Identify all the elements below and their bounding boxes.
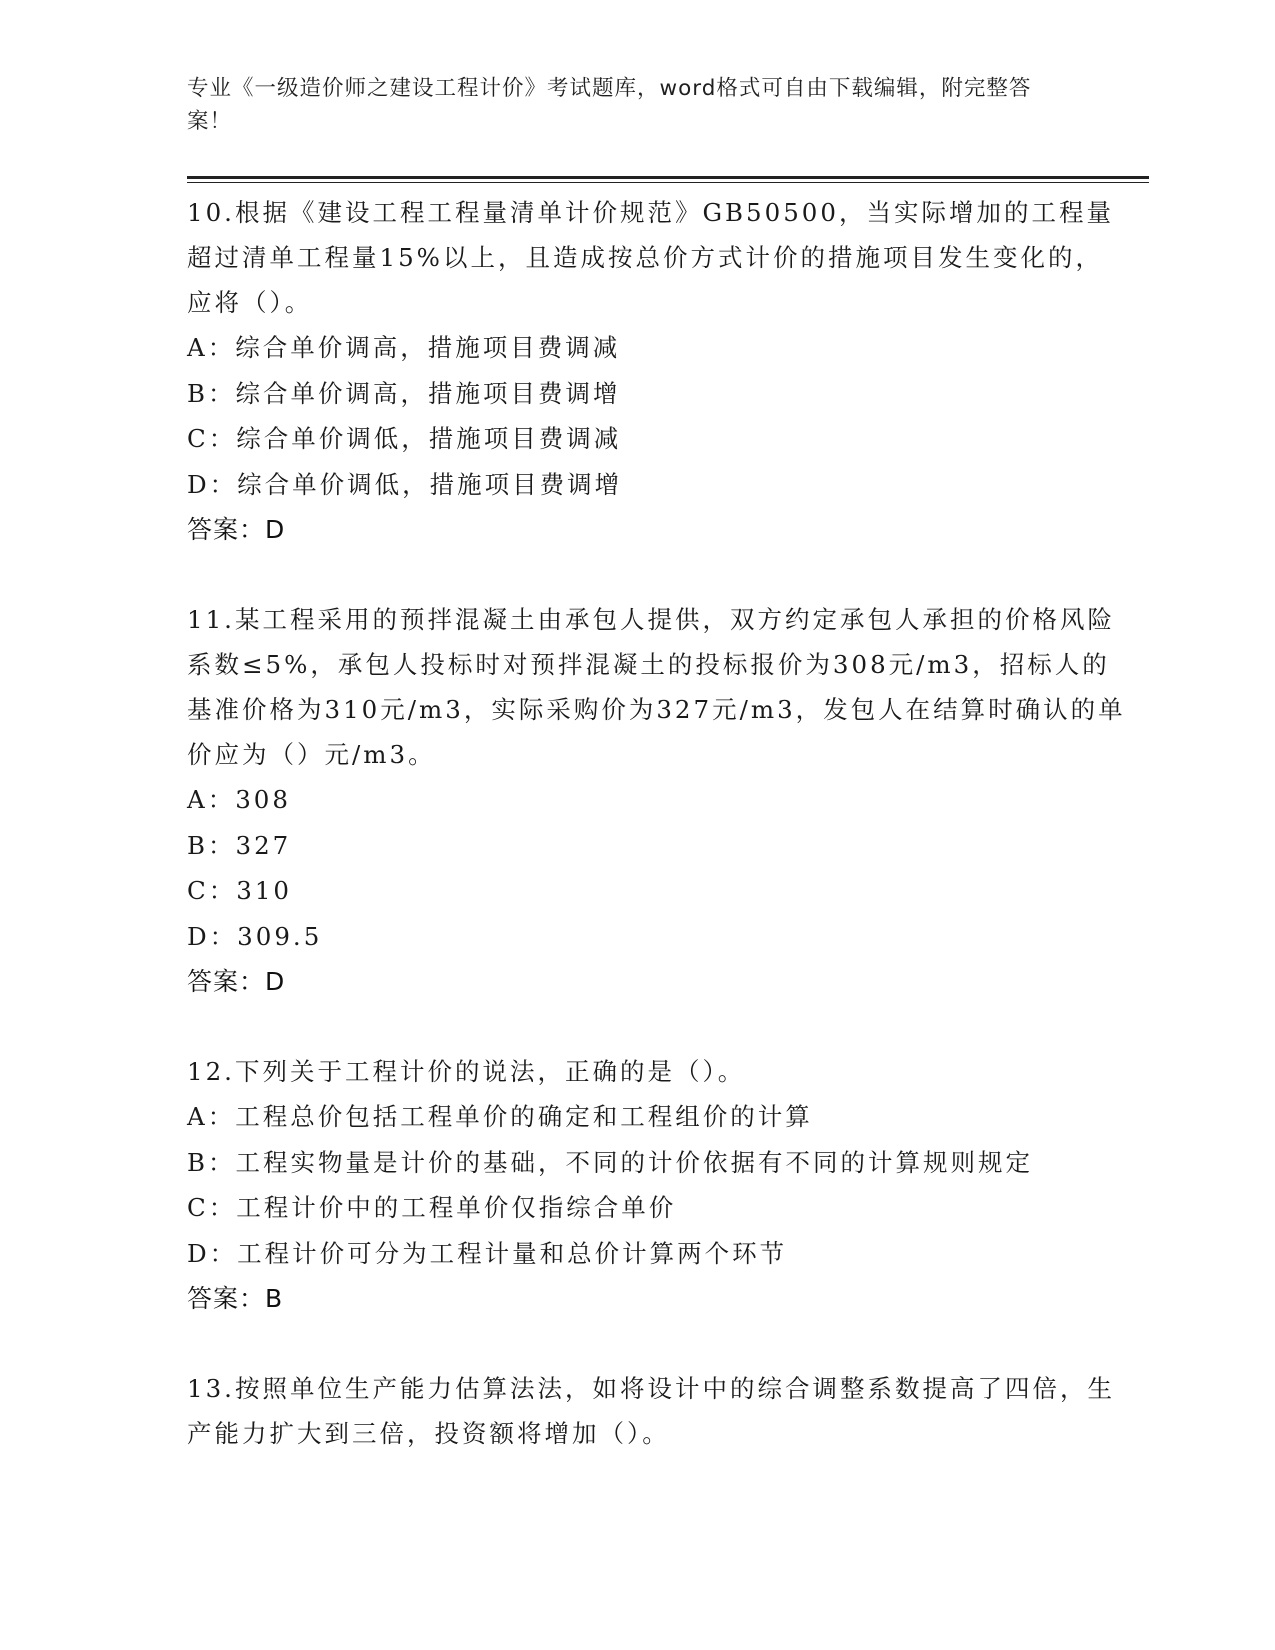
question-stem: 10.根据《建设工程工程量清单计价规范》GB50500，当实际增加的工程量超过清单工程量15%以上，且造成按总价方式计价的措施项目发生变化的，应将（）。	[187, 198, 1114, 317]
question-10	[187, 190, 1127, 552]
question-stem: 12.下列关于工程计价的说法，正确的是（）。	[187, 1057, 746, 1086]
question-13	[187, 1366, 1127, 1456]
question-11	[187, 597, 1127, 1004]
option-c: C：工程计价中的工程单价仅指综合单价	[187, 1193, 677, 1222]
option-b: B：综合单价调高，措施项目费调增	[187, 378, 621, 408]
document-header: 专业《一级造价师之建设工程计价》考试题库，word格式可自由下载编辑，附完整答案！	[187, 76, 1032, 134]
option-d: D：工程计价可分为工程计量和总价计算两个环节	[187, 1238, 788, 1268]
question-12	[187, 1049, 1127, 1321]
option-a: A：308	[187, 785, 291, 814]
option-a: A：综合单价调高，措施项目费调减	[187, 333, 621, 362]
option-d: D：309.5	[187, 921, 323, 951]
option-a: A：工程总价包括工程单价的确定和工程组价的计算	[187, 1102, 813, 1131]
option-list	[187, 325, 1127, 507]
answer: 答案：D	[187, 515, 286, 544]
header-rule-thin	[187, 182, 1149, 183]
question-list	[187, 190, 1127, 1501]
question-stem: 13.按照单位生产能力估算法法，如将设计中的综合调整系数提高了四倍，生产能力扩大到三倍，投资额将增加（）。	[187, 1374, 1115, 1448]
option-c: C：综合单价调低，措施项目费调减	[187, 424, 622, 453]
answer: 答案：D	[187, 967, 286, 996]
question-stem: 11.某工程采用的预拌混凝土由承包人提供，双方约定承包人承担的价格风险系数≤5%，承包人投标时对预拌混凝土的投标报价为308元/m3，招标人的基准价格为310元/m3，实际采购价为327元/m3，发包人在结算时确认的单价应为（）元/m3。	[187, 605, 1126, 769]
option-b: B：工程实物量是计价的基础，不同的计价依据有不同的计算规则规定	[187, 1147, 1034, 1177]
option-list	[187, 777, 1127, 959]
option-d: D：综合单价调低，措施项目费调增	[187, 469, 623, 499]
option-list	[187, 1094, 1127, 1276]
option-b: B：327	[187, 830, 292, 860]
answer: 答案：B	[187, 1284, 284, 1313]
option-c: C：310	[187, 876, 293, 905]
header-rule-thick	[187, 176, 1149, 179]
